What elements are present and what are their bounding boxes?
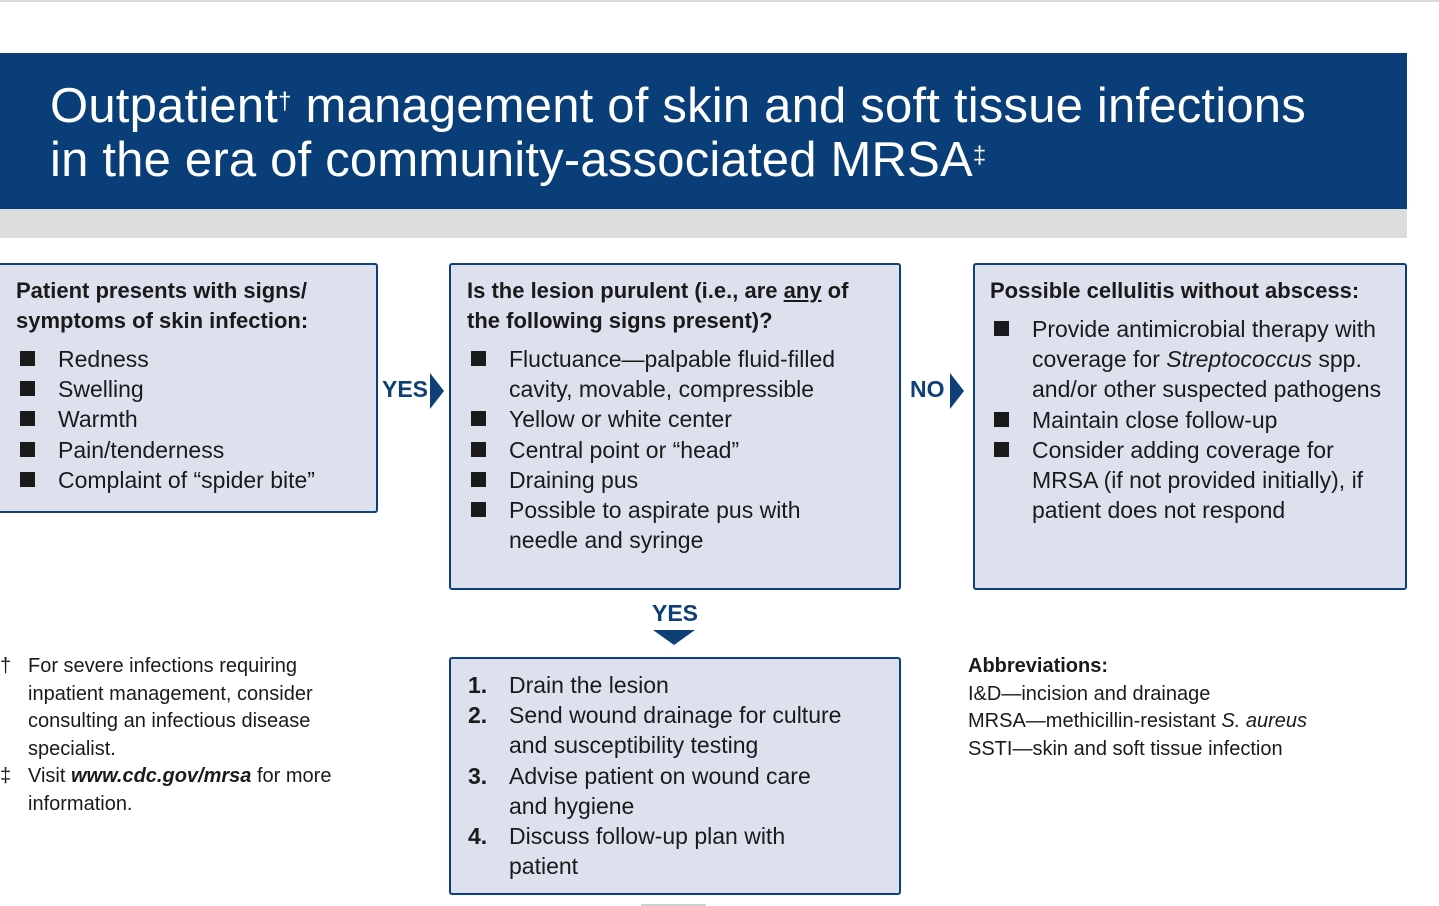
list-item: Consider adding coverage for MRSA (if not provided initially), if patient does not respond bbox=[990, 435, 1392, 526]
list-item: Complaint of “spider bite” bbox=[16, 465, 376, 495]
square-bullet-icon bbox=[20, 381, 35, 396]
square-bullet-icon bbox=[994, 442, 1009, 457]
footnote-dagger bbox=[0, 653, 380, 765]
double-dagger-mark: ‡ bbox=[0, 765, 12, 787]
abbreviation-line: MRSA—methicillin-resistant S. aureus bbox=[968, 710, 1307, 732]
symptoms-box bbox=[0, 263, 378, 513]
drain-steps-list bbox=[468, 670, 899, 881]
dagger-mark: † bbox=[0, 655, 12, 677]
banner-shadow-band bbox=[0, 209, 1407, 238]
list-item: 1. Drain the lesion bbox=[468, 672, 669, 698]
square-bullet-icon bbox=[471, 472, 486, 487]
square-bullet-icon bbox=[20, 442, 35, 457]
cdc-link[interactable]: www.cdc.gov/mrsa bbox=[70, 765, 252, 787]
square-bullet-icon bbox=[471, 442, 486, 457]
no-arrow-label: NO bbox=[910, 376, 945, 402]
square-bullet-icon bbox=[20, 411, 35, 426]
top-divider bbox=[0, 0, 1439, 2]
list-item: Provide antimicrobial therapy with coverage for Streptococcus spp. and/or other suspected pathogens bbox=[990, 314, 1387, 405]
symptoms-heading: Patient presents with signs/ symptoms of skin infection: bbox=[16, 278, 309, 333]
abbreviation-line: I&D—incision and drainage bbox=[968, 682, 1211, 705]
symptoms-list bbox=[16, 344, 376, 495]
list-item: Possible to aspirate pus with needle and syringe bbox=[467, 495, 839, 555]
abbreviation-line: SSTI—skin and soft tissue infection bbox=[968, 737, 1283, 760]
square-bullet-icon bbox=[994, 412, 1009, 427]
drain-steps-box bbox=[449, 657, 901, 895]
yes-arrow-label: YES bbox=[382, 376, 429, 402]
square-bullet-icon bbox=[20, 351, 35, 366]
purulent-heading: Is the lesion purulent (i.e., are any of the following signs present)? bbox=[467, 278, 849, 333]
purulent-question-box bbox=[449, 263, 901, 590]
title-banner bbox=[0, 53, 1407, 209]
list-item: Central point or “head” bbox=[467, 435, 899, 465]
list-item: Warmth bbox=[16, 404, 376, 434]
list-item: Yellow or white center bbox=[467, 404, 899, 434]
square-bullet-icon bbox=[471, 502, 486, 517]
list-item: Draining pus bbox=[467, 465, 899, 495]
footnote-double-dagger bbox=[0, 763, 380, 823]
cellulitis-box bbox=[973, 263, 1407, 590]
list-item: 4. Discuss follow-up plan with patient bbox=[468, 823, 786, 880]
page-title: Outpatient† management of skin and soft tissue infections in the era of community-associated MRSA‡ bbox=[50, 79, 1306, 187]
down-arrow-icon bbox=[653, 630, 695, 645]
list-item: Swelling bbox=[16, 374, 376, 404]
list-item: Pain/tenderness bbox=[16, 435, 376, 465]
dagger-text: For severe infections requiring inpatient management, consider consulting an infectious disease specialist. bbox=[28, 655, 313, 760]
square-bullet-icon bbox=[994, 321, 1009, 336]
list-item: Maintain close follow-up bbox=[990, 405, 1405, 435]
list-item: Redness bbox=[16, 344, 376, 374]
list-item: 2. Send wound drainage for culture and susceptibility testing bbox=[468, 702, 842, 759]
abbreviations-heading: Abbreviations: bbox=[968, 655, 1109, 677]
cellulitis-heading: Possible cellulitis without abscess: bbox=[990, 278, 1360, 303]
list-item: Fluctuance—palpable fluid-filled cavity, movable, compressible bbox=[467, 344, 879, 404]
right-arrow-icon bbox=[430, 373, 444, 409]
square-bullet-icon bbox=[20, 472, 35, 487]
square-bullet-icon bbox=[471, 411, 486, 426]
purulent-signs-list bbox=[467, 344, 899, 555]
cellulitis-list bbox=[990, 314, 1405, 525]
yes-down-arrow-label: YES bbox=[652, 600, 699, 626]
list-item: 3. Advise patient on wound care and hygiene bbox=[468, 762, 811, 819]
square-bullet-icon bbox=[471, 351, 486, 366]
double-dagger-text: Visit www.cdc.gov/mrsa for more information. bbox=[28, 765, 332, 815]
abbreviations bbox=[968, 653, 1307, 763]
right-arrow-icon bbox=[950, 373, 964, 409]
